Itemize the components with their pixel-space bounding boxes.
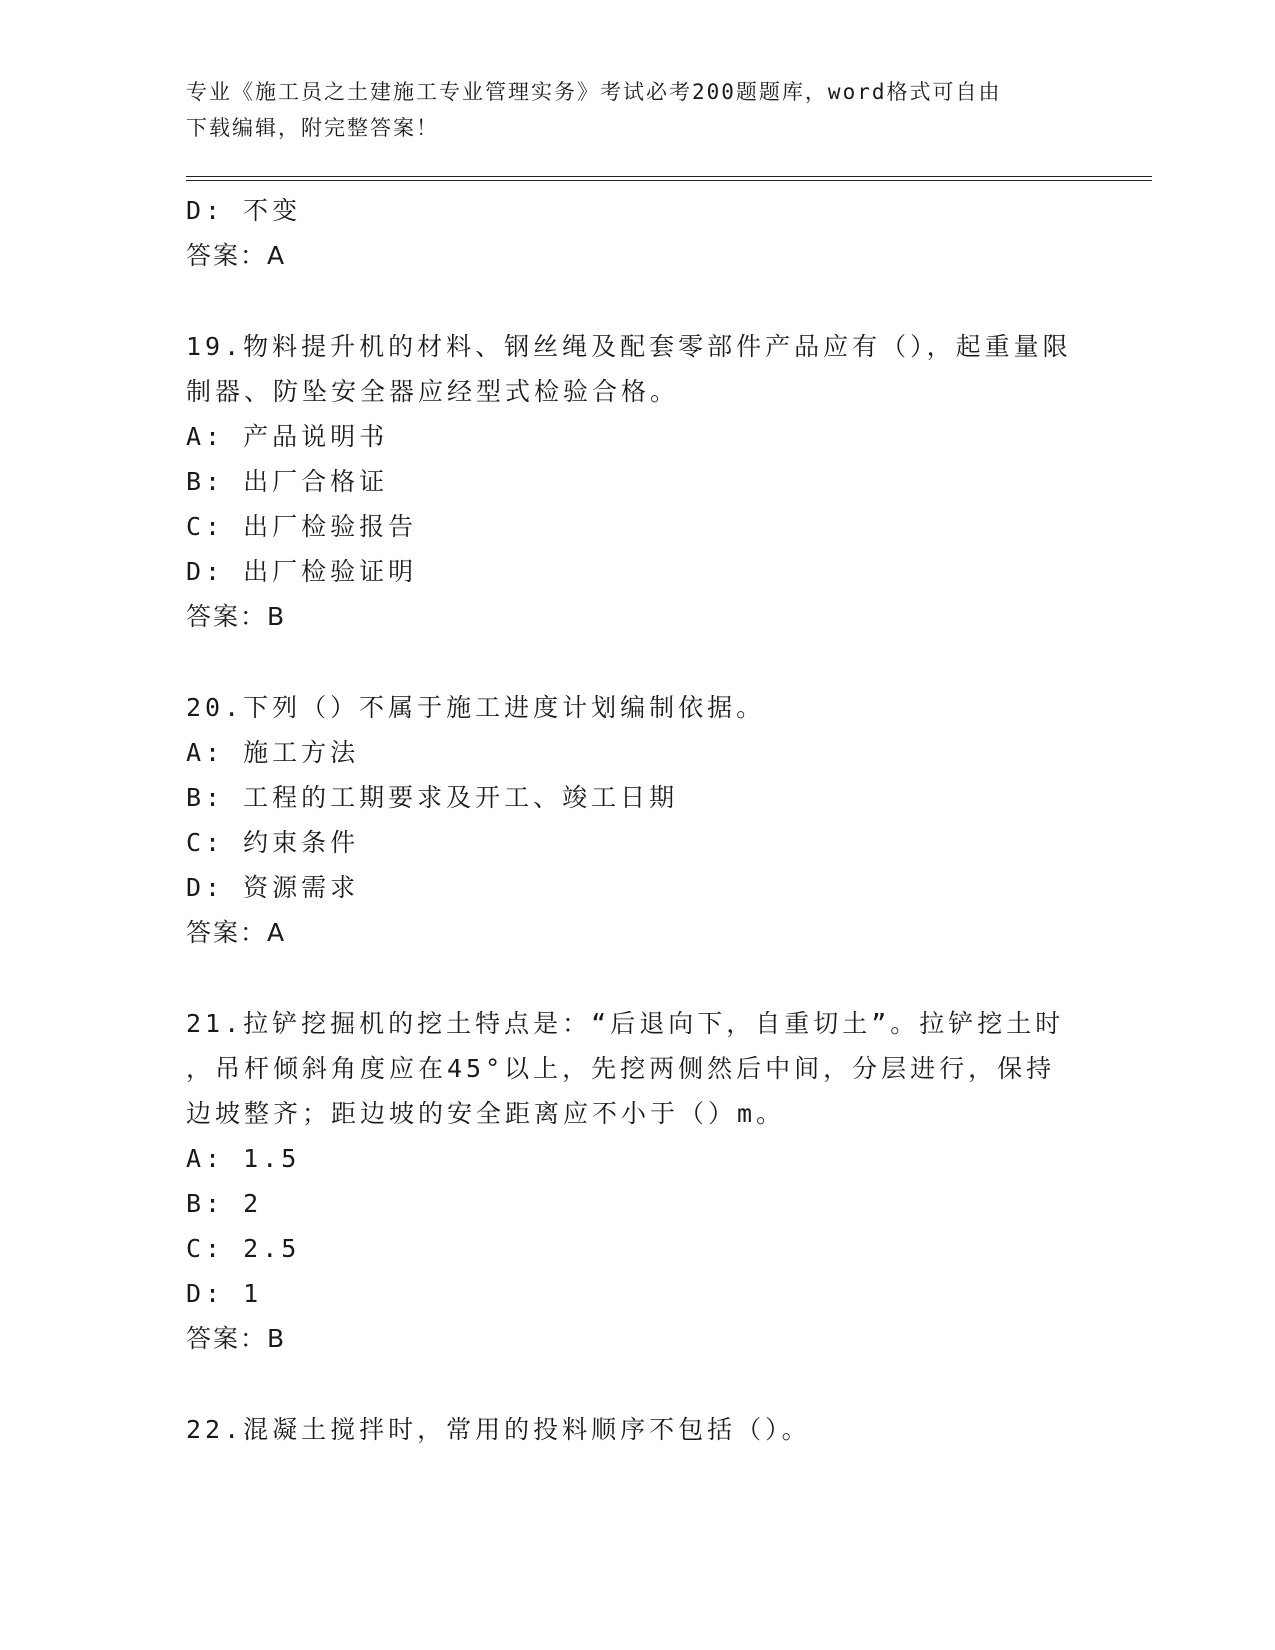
option-c: C: 出厂检验报告 [186, 512, 418, 541]
question-stem-line: 20.下列（）不属于施工进度计划编制依据。 [186, 693, 766, 722]
question-stem-line: 21.拉铲挖掘机的挖土特点是：“后退向下，自重切土”。拉铲挖土时 [186, 1009, 1065, 1038]
answer-line: 答案：A [186, 241, 287, 270]
option-d: D: 出厂检验证明 [186, 557, 418, 586]
option-c: C: 约束条件 [186, 828, 360, 857]
header-title-line-1: 专业《施工员之土建施工专业管理实务》考试必考200题题库，word格式可自由 [186, 80, 1002, 104]
question-stem-line: 22.混凝土搅拌时，常用的投料顺序不包括（）。 [186, 1415, 811, 1444]
option-b: B: 工程的工期要求及开工、竣工日期 [186, 783, 679, 812]
option-d: D: 不变 [186, 196, 302, 225]
spacer [186, 955, 1086, 1001]
option-d: D: 1 [186, 1279, 263, 1308]
option-a: A: 1.5 [186, 1144, 301, 1173]
document-header [186, 74, 1066, 146]
answer-line: 答案：B [186, 602, 287, 631]
question-21 [186, 1001, 1086, 1361]
spacer [186, 639, 1086, 685]
question-stem-line: ，吊杆倾斜角度应在45°以上，先挖两侧然后中间，分层进行，保持 [186, 1054, 1056, 1083]
option-b: B: 2 [186, 1189, 263, 1218]
question-19 [186, 324, 1086, 639]
option-c: C: 2.5 [186, 1234, 301, 1263]
header-double-rule [186, 176, 1152, 181]
option-a: A: 施工方法 [186, 738, 360, 767]
question-20 [186, 685, 1086, 955]
spacer [186, 1361, 1086, 1407]
option-d: D: 资源需求 [186, 873, 360, 902]
header-title-line-2: 下载编辑，附完整答案！ [186, 116, 439, 140]
spacer [186, 278, 1086, 324]
question-22 [186, 1407, 1086, 1452]
answer-line: 答案：B [186, 1324, 287, 1353]
question-stem-line: 边坡整齐；距边坡的安全距离应不小于（）m。 [186, 1099, 786, 1128]
option-b: B: 出厂合格证 [186, 467, 389, 496]
answer-line: 答案：A [186, 918, 287, 947]
question-18-tail [186, 188, 1086, 278]
question-stem-line: 制器、防坠安全器应经型式检验合格。 [186, 377, 680, 406]
option-a: A: 产品说明书 [186, 422, 389, 451]
question-stem-line: 19.物料提升机的材料、钢丝绳及配套零部件产品应有（），起重量限 [186, 332, 1072, 361]
question-list [186, 188, 1086, 1452]
